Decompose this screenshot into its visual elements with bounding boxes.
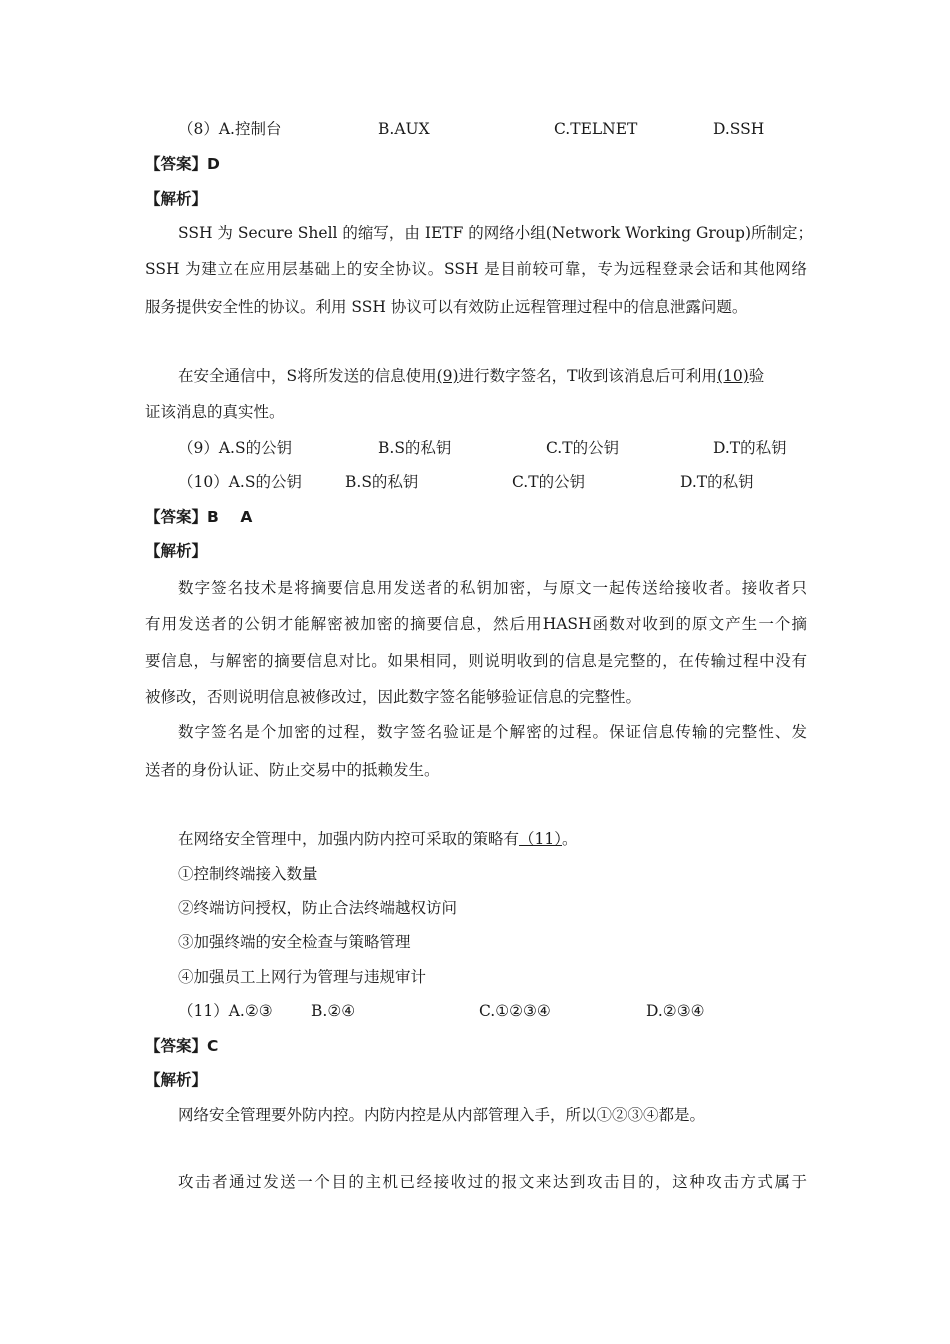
q11-option-c: C.①②③④ [479, 1002, 551, 1020]
q9-10-analysis-line-2: 有用发送者的公钥才能解密被加密的摘要信息，然后用HASH函数对收到的原文产生一个摘 [145, 615, 807, 633]
q11-answer [145, 1036, 218, 1056]
analysis-label: 【解析】 [145, 542, 208, 560]
answer-value: B A [207, 508, 253, 526]
q8-analysis-line-3: 服务提供安全性的协议。利用 SSH 协议可以有效防止远程管理过程中的信息泄露问题。 [145, 298, 748, 316]
q9-10-analysis-line-4: 被修改，否则说明信息被修改过，因此数字签名能够验证信息的完整性。 [145, 688, 642, 706]
q12-stem-line-1: 攻击者通过发送一个目的主机已经接收过的报文来达到攻击目的，这种攻击方式属于 [178, 1173, 807, 1191]
q11-analysis-text: 网络安全管理要外防内控。内防内控是从内部管理入手，所以①②③④都是。 [178, 1106, 706, 1124]
q9-10-analysis-line-3: 要信息，与解密的摘要信息对比。如果相同，则说明收到的信息是完整的，在传输过程中没有 [145, 652, 807, 670]
stem-text: 进行数字签名，T收到该消息后可利用 [458, 367, 717, 385]
stem-text: 在网络安全管理中，加强内防内控可采取的策略有 [178, 830, 520, 848]
answer-label: 【答案】 [145, 155, 208, 173]
q11-item-1: ①控制终端接入数量 [178, 865, 318, 883]
q11-option-d: D.②③④ [646, 1002, 705, 1020]
q9-10-analysis-heading [145, 541, 207, 561]
stem-text: 验 [748, 367, 765, 385]
answer-label: 【答案】 [145, 1037, 208, 1055]
q9-option-c: C.T的公钥 [546, 439, 620, 457]
stem-text: 。 [562, 830, 578, 848]
q8-option-d: D.SSH [713, 120, 765, 138]
q9-10-stem [178, 366, 764, 386]
q11-item-2: ②终端访问授权，防止合法终端越权访问 [178, 899, 458, 917]
q9-10-analysis-line-1: 数字签名技术是将摘要信息用发送者的私钥加密，与原文一起传送给接收者。接收者只 [178, 579, 807, 597]
q11-option-b: B.②④ [311, 1002, 356, 1020]
q11-analysis-heading [145, 1070, 207, 1090]
q9-10-stem-line-2: 证该消息的真实性。 [145, 403, 285, 421]
q10-option-b: B.S的私钥 [345, 473, 419, 491]
q8-answer [145, 154, 220, 174]
analysis-label: 【解析】 [145, 190, 208, 208]
q11-stem [178, 829, 578, 849]
q8-option-c: C.TELNET [554, 120, 638, 138]
q8-analysis-line-1: SSH 为 Secure Shell 的缩写，由 IETF 的网络小组(Network Working Group)所制定； [178, 224, 814, 242]
answer-label: 【答案】 [145, 508, 208, 526]
q8-option-a: （8）A.控制台 [178, 120, 282, 138]
q9-10-analysis-line-6: 送者的身份认证、防止交易中的抵赖发生。 [145, 761, 440, 779]
q9-option-d: D.T的私钥 [713, 439, 787, 457]
stem-text: 在安全通信中，S将所发送的信息使用 [178, 367, 437, 385]
q11-item-3: ③加强终端的安全检查与策略管理 [178, 933, 411, 951]
q8-analysis-heading [145, 189, 207, 209]
q8-option-b: B.AUX [378, 120, 430, 138]
answer-value: C [207, 1037, 219, 1055]
blank-11: （11） [519, 830, 562, 848]
q11-option-a: （11）A.②③ [178, 1002, 273, 1020]
q11-item-4: ④加强员工上网行为管理与违规审计 [178, 968, 427, 986]
q10-option-c: C.T的公钥 [512, 473, 586, 491]
q10-option-a: （10）A.S的公钥 [178, 473, 302, 491]
analysis-label: 【解析】 [145, 1071, 208, 1089]
blank-9: (9) [436, 367, 459, 385]
q9-option-a: （9）A.S的公钥 [178, 439, 293, 457]
answer-value: D [207, 155, 220, 173]
blank-10: (10) [716, 367, 749, 385]
q10-option-d: D.T的私钥 [680, 473, 754, 491]
q9-10-answer [145, 507, 252, 527]
q9-10-analysis-line-5: 数字签名是个加密的过程，数字签名验证是个解密的过程。保证信息传输的完整性、发 [178, 723, 807, 741]
q9-option-b: B.S的私钥 [378, 439, 452, 457]
q8-analysis-line-2: SSH 为建立在应用层基础上的安全协议。SSH 是目前较可靠，专为远程登录会话和其他网络 [145, 260, 807, 278]
